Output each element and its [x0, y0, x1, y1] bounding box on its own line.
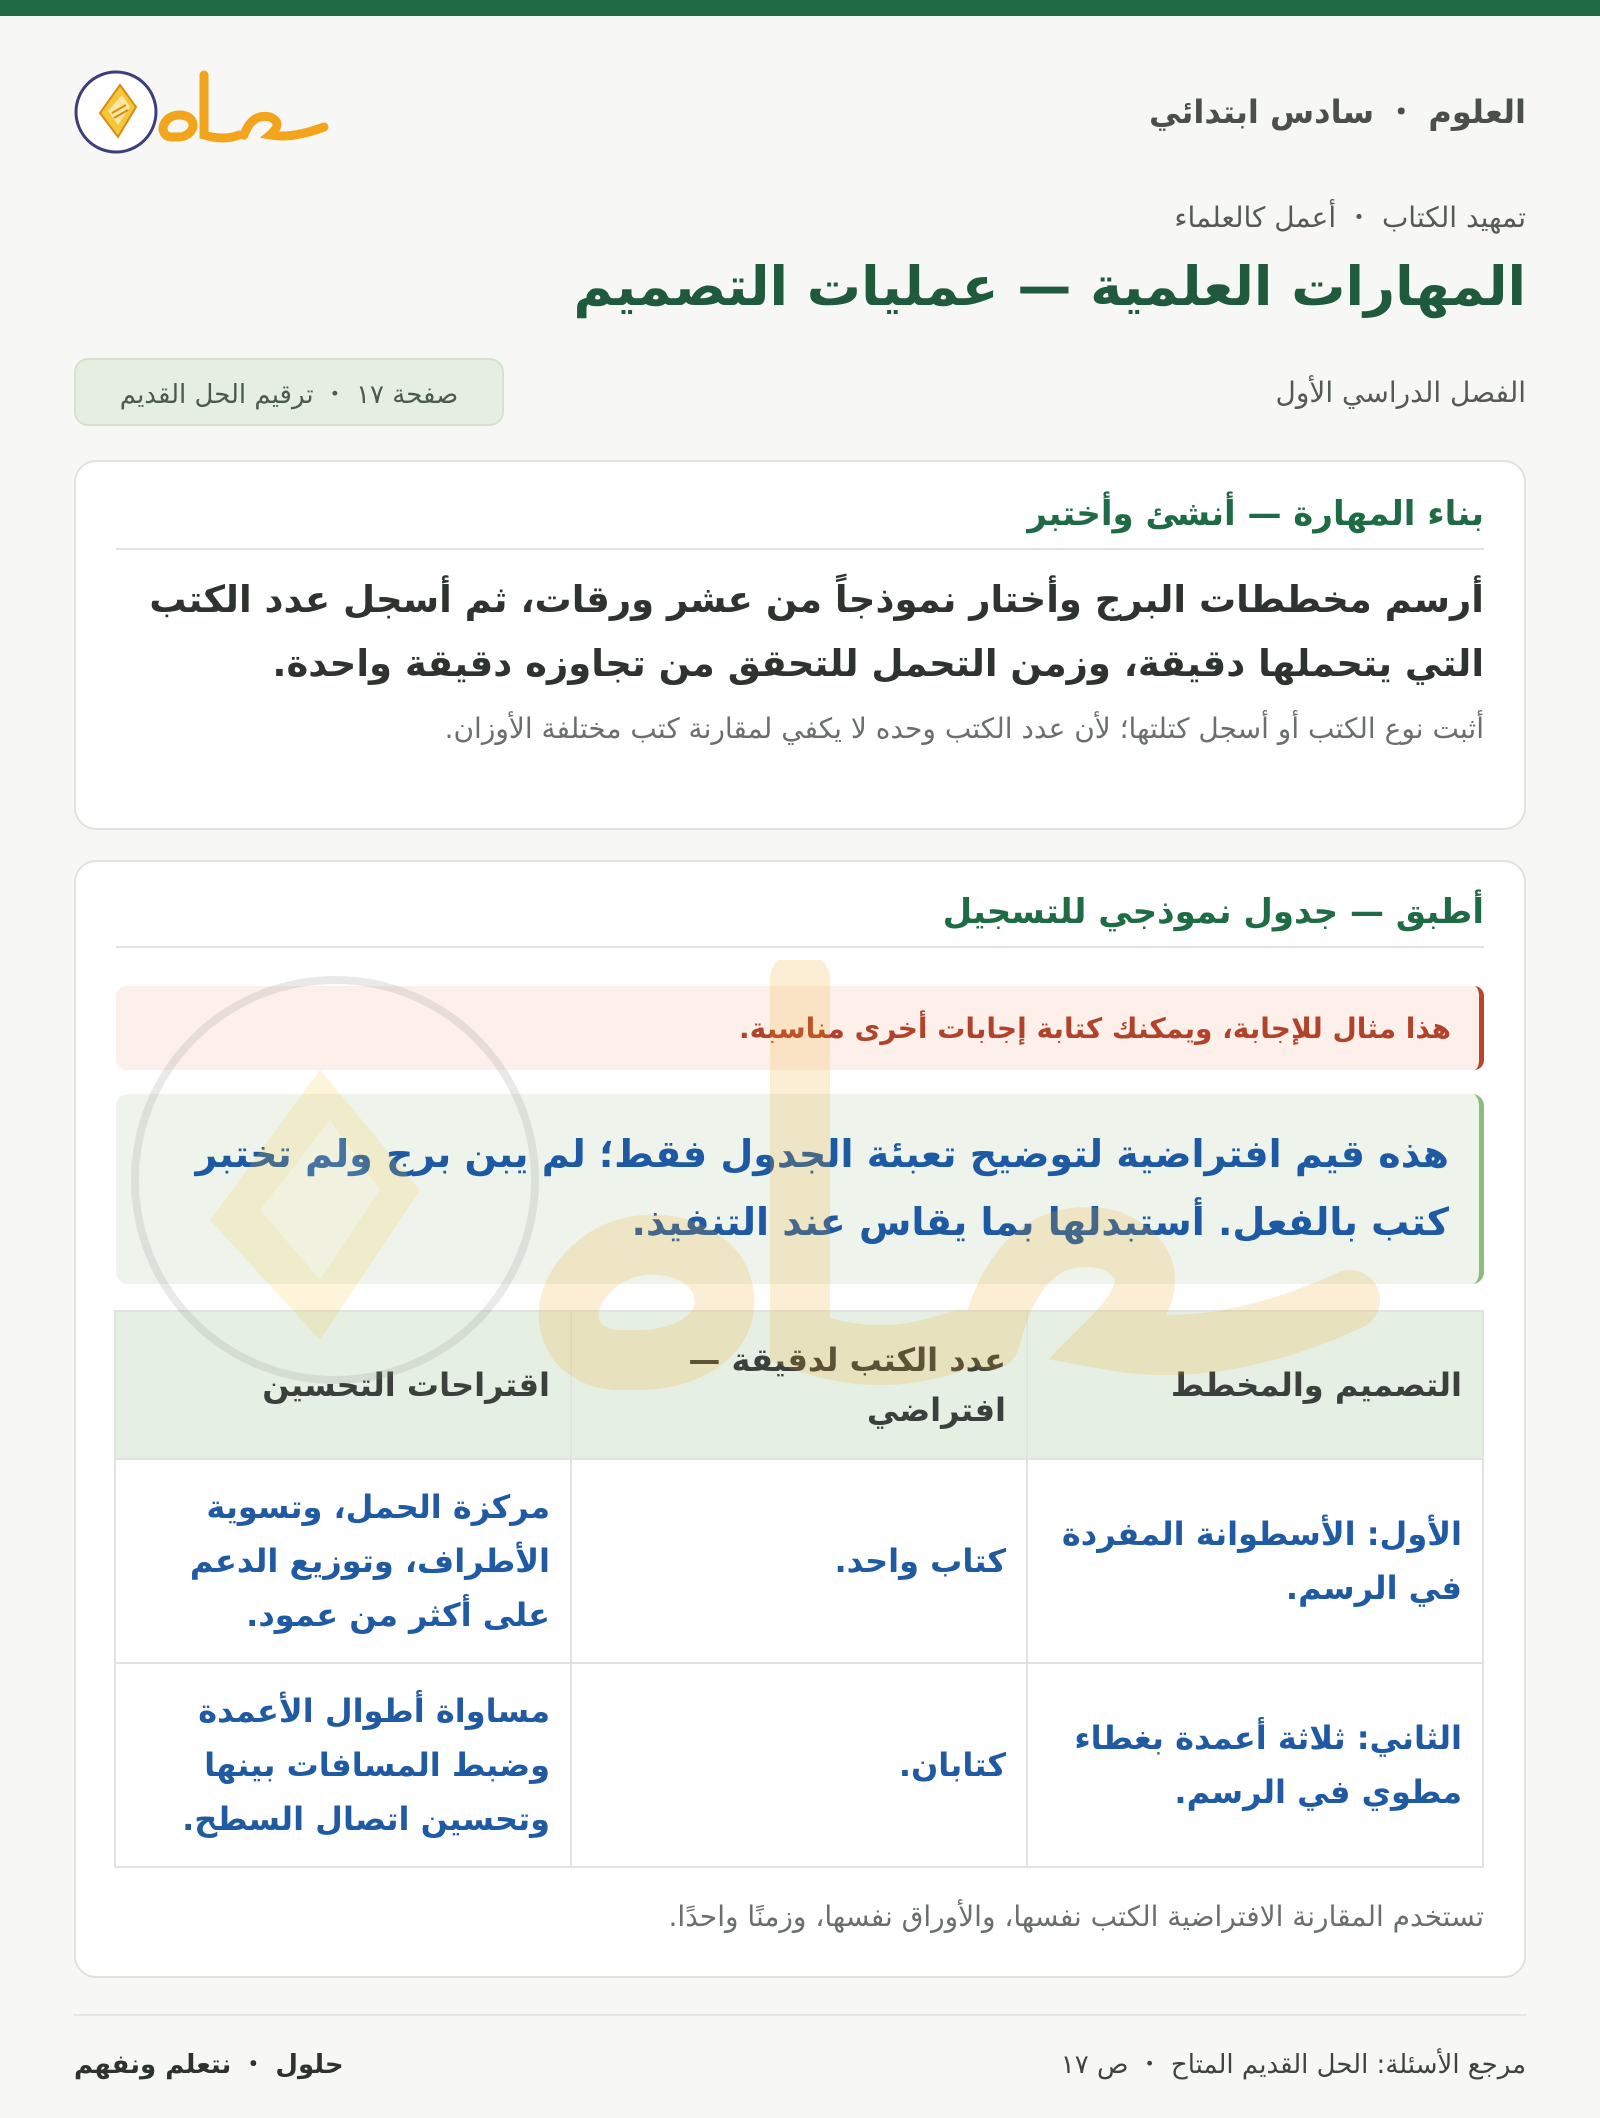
skill-building-card	[74, 460, 1526, 830]
breadcrumb: تمهيد الكتاب ・ أعمل كالعلماء	[1174, 201, 1526, 234]
table-cell-books: كتابان.	[571, 1663, 1027, 1867]
comparison-footnote: تستخدم المقارنة الافتراضية الكتب نفسها، والأوراق نفسها، وزمنًا واحدًا.	[668, 1900, 1484, 1933]
sample-answer-warning: هذا مثال للإجابة، ويمكنك كتابة إجابات أخرى مناسبة.	[116, 986, 1484, 1070]
subject-label: العلوم ・ سادس ابتدائي	[1148, 93, 1526, 131]
footer-divider	[74, 2014, 1526, 2016]
table-cell-design: الأول: الأسطوانة المفردة في الرسم.	[1027, 1459, 1483, 1663]
table-header-row	[115, 1311, 1483, 1459]
hulul-logo	[74, 55, 334, 165]
page-number-badge: صفحة ١٧ ・ ترقيم الحل القديم	[74, 358, 504, 426]
page-header	[74, 55, 1526, 165]
semester-label: الفصل الدراسي الأول	[1275, 376, 1526, 409]
apply-heading: أطبق — جدول نموذجي للتسجيل	[116, 892, 1484, 948]
design-results-table	[114, 1310, 1484, 1868]
column-header-improvements: اقتراحات التحسين	[115, 1311, 571, 1459]
footer-reference: مرجع الأسئلة: الحل القديم المتاح ・ ص ١٧	[1060, 2050, 1526, 2080]
apply-card	[74, 860, 1526, 1978]
column-header-design: التصميم والمخطط	[1027, 1311, 1483, 1459]
table-row	[115, 1459, 1483, 1663]
table-cell-design: الثاني: ثلاثة أعمدة بغطاء مطوي في الرسم.	[1027, 1663, 1483, 1867]
column-header-books: عدد الكتب لدقيقة — افتراضي	[571, 1311, 1027, 1459]
top-accent-bar	[0, 0, 1600, 16]
table-cell-improvements: مساواة أطوال الأعمدة وضبط المسافات بينها وتحسين اتصال السطح.	[115, 1663, 571, 1867]
table-cell-books: كتاب واحد.	[571, 1459, 1027, 1663]
table-row	[115, 1663, 1483, 1867]
table-cell-improvements: مركزة الحمل، وتسوية الأطراف، وتوزيع الدعم على أكثر من عمود.	[115, 1459, 571, 1663]
task-hint: أثبت نوع الكتب أو أسجل كتلتها؛ لأن عدد الكتب وحده لا يكفي لمقارنة كتب مختلفة الأوزان.	[444, 712, 1484, 745]
hypothetical-values-note: هذه قيم افتراضية لتوضيح تعبئة الجدول فقط؛ لم يبن برج ولم تختبر كتب بالفعل. أستبدلها بما يقاس عند التنفيذ.	[116, 1094, 1484, 1284]
page-title: المهارات العلمية — عمليات التصميم	[573, 255, 1526, 318]
task-instruction: أرسم مخططات البرج وأختار نموذجاً من عشر ورقات، ثم أسجل عدد الكتب التي يتحملها دقيقة، وزمن التحمل للتحقق من تجاوزه دقيقة واحدة.	[149, 578, 1484, 685]
skill-building-heading: بناء المهارة — أنشئ وأختبر	[116, 494, 1484, 550]
footer-brand: حلول ・ نتعلم ونفهم	[74, 2050, 344, 2080]
